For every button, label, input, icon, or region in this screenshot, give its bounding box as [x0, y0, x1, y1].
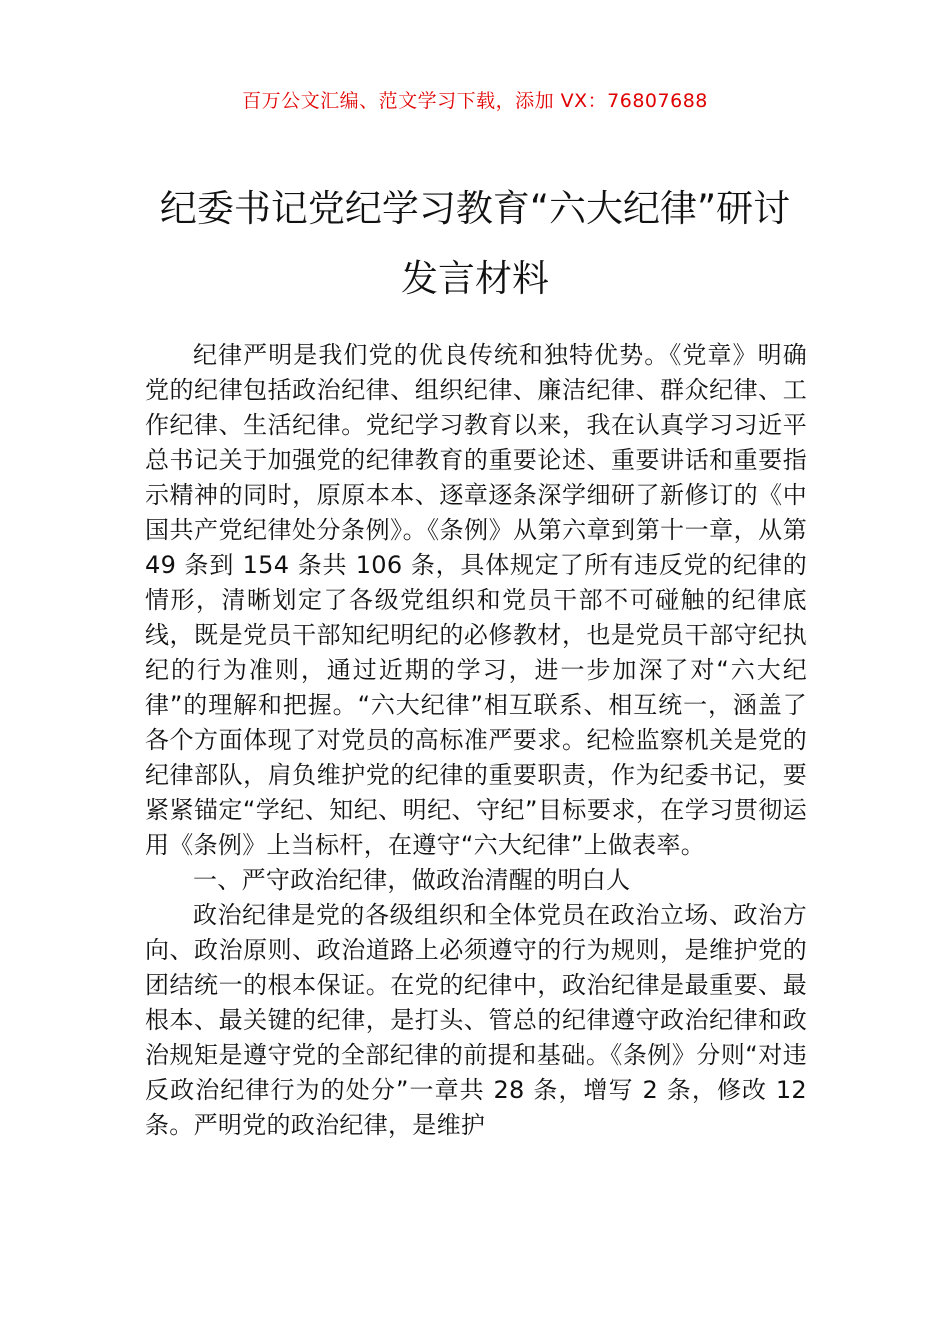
intro-paragraph: 纪律严明是我们党的优良传统和独特优势。《党章》明确党的纪律包括政治纪律、组织纪律、廉洁纪律、群众纪律、工作纪律、生活纪律。党纪学习教育以来，我在认真学习习近平总书记关于加强党的纪律教育的重要论述、重要讲话和重要指示精神的同时，原原本本、逐章逐条深学细研了新修订的《中国共产党纪律处分条例》。《条例》从第六章到第十一章，从第 49 条到 154 条共 106 条，具体规定了所有违反党的纪律的情形，清晰划定了各级党组织和党员干部不可碰触的纪律底线，既是党员干部知纪明纪的必修教材，也是党员干部守纪执纪的行为准则，通过近期的学习，进一步加深了对“六大纪律”的理解和把握。“六大纪律”相互联系、相互统一，涵盖了各个方面体现了对党员的高标准严要求。纪检监察机关是党的纪律部队，肩负维护党的纪律的重要职责，作为纪委书记，要紧紧锚定“学纪、知纪、明纪、守纪”目标要求，在学习贯彻运用《条例》上当标杆，在遵守“六大纪律”上做表率。: [145, 341, 807, 859]
document-title-line-1: 纪委书记党纪学习教育“六大纪律”研讨: [159, 187, 791, 230]
document-body: [145, 338, 807, 1143]
header-note: 百万公文汇编、范文学习下载，添加 VX：76807688: [242, 90, 708, 112]
document-title-line-2: 发言材料: [401, 257, 549, 300]
section-1-paragraph: 政治纪律是党的各级组织和全体党员在政治立场、政治方向、政治原则、政治道路上必须遵守的行为规则，是维护党的团结统一的根本保证。在党的纪律中，政治纪律是最重要、最根本、最关键的纪律，是打头、管总的纪律遵守政治纪律和政治规矩是遵守党的全部纪律的前提和基础。《条例》分则“对违反政治纪律行为的处分”一章共 28 条，增写 2 条，修改 12 条。严明党的政治纪律，是维护: [145, 901, 807, 1139]
section-heading-1: 一、严守政治纪律，做政治清醒的明白人: [193, 866, 631, 894]
